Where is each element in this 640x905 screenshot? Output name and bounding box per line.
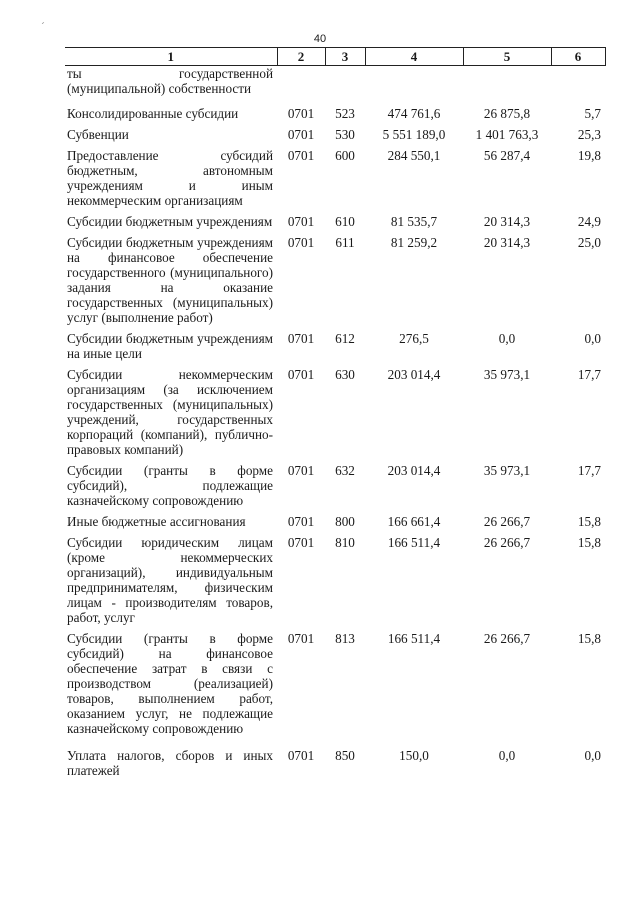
row-name: Уплата налогов, сборов и иных платежей (67, 748, 273, 778)
row-name: Иные бюджетные ассигнования (67, 514, 246, 529)
table-row (65, 148, 605, 214)
row-plan: 284 550,1 (387, 148, 441, 163)
row-expense-type: 611 (335, 235, 355, 250)
row-plan: 203 014,4 (387, 367, 441, 382)
row-name: Субсидии бюджетным учреждениям на иные цели (67, 331, 273, 361)
row-name: Предоставление субсидий бюджетным, автономным учреждениям и иным некоммерческим организациям (67, 148, 273, 208)
row-actual (463, 66, 551, 107)
table-header-row (65, 48, 605, 66)
row-actual: 26 875,8 (483, 106, 531, 121)
row-section-code: 0701 (287, 367, 315, 382)
row-plan: 166 511,4 (387, 535, 441, 550)
row-percent (551, 66, 605, 107)
table-row (65, 235, 605, 331)
header-col-6: 6 (551, 48, 605, 66)
row-actual: 20 314,3 (483, 235, 531, 250)
row-section-code: 0701 (287, 235, 315, 250)
row-name: Субсидии бюджетным учреждениям на финансовое обеспечение государственного (муниципального) задания на оказание государственных (муниципальных) услуг (выполнение работ) (67, 235, 273, 325)
row-name: Субвенции (67, 127, 129, 142)
table-row (65, 66, 605, 107)
row-name: Субсидии (гранты в форме субсидий) на финансовое обеспечение затрат в связи с производством (реализацией) товаров, выполнением работ, оказанием услуг, не подлежащие казначейскому сопровождению (67, 631, 273, 736)
table-row (65, 106, 605, 127)
row-section-code: 0701 (287, 631, 315, 646)
table-row (65, 514, 605, 535)
row-percent: 0,0 (584, 331, 601, 346)
row-name: Субсидии бюджетным учреждениям (67, 214, 273, 229)
row-percent: 17,7 (577, 367, 601, 382)
row-expense-type: 530 (335, 127, 355, 142)
row-actual: 0,0 (498, 748, 516, 763)
header-col-2: 2 (277, 48, 325, 66)
row-expense-type: 813 (335, 631, 355, 646)
row-plan: 276,5 (399, 331, 429, 346)
row-plan: 5 551 189,0 (382, 127, 446, 142)
row-plan: 474 761,6 (387, 106, 441, 121)
table-row (65, 331, 605, 367)
table-row (65, 742, 605, 784)
page-number: 40 (313, 33, 327, 45)
row-percent: 15,8 (577, 631, 601, 646)
row-percent: 17,7 (577, 463, 601, 478)
row-actual: 1 401 763,3 (475, 127, 539, 142)
row-expense-type: 610 (335, 214, 355, 229)
row-actual: 26 266,7 (483, 535, 531, 550)
header-col-5: 5 (463, 48, 551, 66)
row-plan: 166 511,4 (387, 631, 441, 646)
row-name: Консолидированные субсидии (67, 106, 239, 121)
row-plan: 150,0 (399, 748, 429, 763)
row-plan (365, 66, 463, 107)
row-actual: 56 287,4 (483, 148, 531, 163)
table-row (65, 463, 605, 514)
table-row (65, 631, 605, 742)
row-percent: 25,0 (577, 235, 601, 250)
row-plan: 166 661,4 (387, 514, 441, 529)
row-percent: 19,8 (577, 148, 601, 163)
row-section-code: 0701 (287, 535, 315, 550)
row-expense-type: 810 (335, 535, 355, 550)
row-expense-type: 612 (335, 331, 355, 346)
header-col-1: 1 (65, 48, 277, 66)
header-col-4: 4 (365, 48, 463, 66)
row-section-code: 0701 (287, 127, 315, 142)
table-row (65, 367, 605, 463)
budget-table (65, 47, 606, 784)
row-percent: 15,8 (577, 535, 601, 550)
row-section-code: 0701 (287, 463, 315, 478)
row-actual: 35 973,1 (483, 367, 531, 382)
row-section-code: 0701 (287, 331, 315, 346)
table-row (65, 214, 605, 235)
row-actual: 20 314,3 (483, 214, 531, 229)
row-expense-type: 850 (335, 748, 355, 763)
row-section-code: 0701 (287, 148, 315, 163)
row-plan: 81 259,2 (390, 235, 438, 250)
table-row (65, 127, 605, 148)
row-section-code: 0701 (287, 214, 315, 229)
row-percent: 15,8 (577, 514, 601, 529)
row-name: Субсидии некоммерческим организациям (за исключением государственных (муниципальных) учреждений, государственных корпораций (компаний), публично-правовых компаний) (67, 367, 273, 457)
row-section-code (277, 66, 325, 107)
row-section-code: 0701 (287, 748, 315, 763)
row-plan: 203 014,4 (387, 463, 441, 478)
header-col-3: 3 (325, 48, 365, 66)
row-expense-type: 600 (335, 148, 355, 163)
row-section-code: 0701 (287, 106, 315, 121)
row-expense-type: 800 (335, 514, 355, 529)
row-percent: 5,7 (584, 106, 601, 121)
row-expense-type: 632 (335, 463, 355, 478)
scan-speck: ˊ (40, 22, 45, 33)
row-expense-type: 630 (335, 367, 355, 382)
row-actual: 26 266,7 (483, 514, 531, 529)
row-name: ты государственной (муниципальной) собственности (67, 66, 273, 96)
row-name: Субсидии (гранты в форме субсидий), подлежащие казначейскому сопровождению (67, 463, 273, 508)
row-section-code: 0701 (287, 514, 315, 529)
row-plan: 81 535,7 (390, 214, 438, 229)
row-percent: 0,0 (584, 748, 601, 763)
row-expense-type: 523 (335, 106, 355, 121)
row-actual: 0,0 (498, 331, 516, 346)
row-actual: 35 973,1 (483, 463, 531, 478)
row-percent: 24,9 (577, 214, 601, 229)
row-percent: 25,3 (577, 127, 601, 142)
row-actual: 26 266,7 (483, 631, 531, 646)
row-name: Субсидии юридическим лицам (кроме некоммерческих организаций), индивидуальным предпринимателям, физическим лицам - производителям товаров, работ, услуг (67, 535, 273, 625)
table-row (65, 535, 605, 631)
row-expense-type (325, 66, 365, 107)
